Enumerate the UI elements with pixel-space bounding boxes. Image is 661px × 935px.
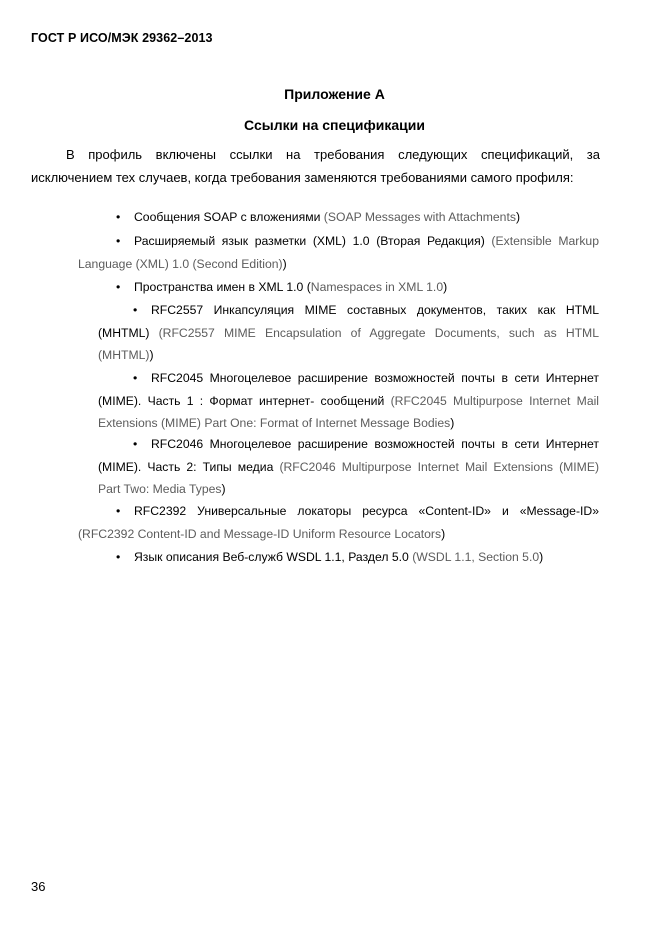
list-item [78, 230, 599, 275]
item-line [98, 367, 599, 390]
bullet-icon: • [133, 437, 138, 451]
list-item [98, 299, 599, 367]
list-item [116, 546, 543, 569]
list-item [98, 367, 599, 435]
intro-line-1: В профиль включены ссылки на требования следующих спецификаций, за [66, 147, 600, 162]
section-title: Ссылки на спецификации [244, 117, 425, 133]
item-close-paren: ) [539, 550, 544, 564]
item-close-paren: ) [450, 416, 455, 430]
page-number: 36 [31, 879, 46, 894]
item-ru-text: (MIME). Часть 1 : Формат интернет- сообщений [98, 393, 385, 408]
bullet-icon: • [133, 371, 138, 385]
item-line [98, 344, 599, 367]
item-close-paren: ) [443, 280, 448, 294]
item-line [98, 299, 599, 322]
item-line [98, 433, 599, 456]
item-ru-text: Сообщения SOAP с вложениями [134, 210, 324, 224]
item-ru-text: RFC2392 Универсальные локаторы ресурса «Content-ID» и «Message-ID» [134, 504, 599, 518]
bullet-icon: • [116, 504, 121, 518]
item-en-text: (RFC2392 Content-ID and Message-ID Uniform Resource Locators [78, 526, 442, 541]
item-close-paren: ) [221, 482, 226, 496]
item-line [98, 412, 599, 435]
item-en-text: (RFC2046 Multipurpose Internet Mail Extensions (MIME) [279, 459, 600, 474]
item-ru-text: Расширяемый язык разметки (XML) 1.0 (Вторая Редакция) [134, 234, 485, 248]
item-line [98, 322, 599, 345]
intro-line-2: исключением тех случаев, когда требования заменяются требованиями самого профиля: [31, 170, 574, 185]
item-en-text: (MHTML) [98, 348, 150, 362]
item-en-text: (SOAP Messages with Attachments [323, 210, 516, 224]
item-en-text: Part Two: Media Types [98, 482, 222, 496]
item-en-text: (RFC2045 Multipurpose Internet Mail [390, 393, 600, 408]
item-en-text: Namespaces in XML 1.0 [310, 280, 444, 294]
item-line [98, 478, 599, 501]
item-close-paren: ) [441, 526, 446, 541]
item-ru-text: (MHTML) [98, 325, 150, 340]
bullet-icon: • [116, 234, 121, 248]
item-close-paren: ) [282, 256, 287, 271]
item-line [78, 500, 599, 523]
item-ru-text: RFC2046 Многоцелевое расширение возможностей почты в сети Интернет [151, 437, 599, 451]
list-item [78, 500, 599, 545]
list-item [98, 433, 599, 501]
item-ru-text: RFC2045 Многоцелевое расширение возможностей почты в сети Интернет [151, 371, 599, 385]
item-line [78, 523, 599, 546]
item-line [98, 390, 599, 413]
item-en-text: Language (XML) 1.0 (Second Edition) [78, 256, 283, 271]
item-close-paren: ) [149, 348, 154, 362]
item-ru-text: (MIME). Часть 2: Типы медиа [98, 459, 274, 474]
item-ru-text: Пространства имен в XML 1.0 ( [134, 280, 311, 294]
item-ru-text: Язык описания Веб-служб WSDL 1.1, Раздел 5.0 [134, 550, 413, 564]
item-en-text: (WSDL 1.1, Section 5.0 [412, 550, 540, 564]
bullet-icon: • [133, 303, 138, 317]
item-ru-text: RFC2557 Инкапсуляция MIME составных документов, таких как HTML [151, 303, 599, 317]
document-id-header: ГОСТ Р ИСО/МЭК 29362–2013 [31, 31, 213, 45]
list-item [116, 276, 447, 299]
item-en-text: (Extensible Markup [491, 234, 599, 248]
intro-paragraph [31, 143, 600, 189]
item-close-paren: ) [515, 210, 520, 224]
bullet-icon: • [116, 210, 121, 224]
appendix-title: Приложение А [284, 86, 385, 102]
bullet-icon: • [116, 280, 121, 294]
item-line [78, 253, 599, 276]
bullet-icon: • [116, 550, 121, 564]
item-line [78, 230, 599, 253]
item-en-text: Extensions (MIME) Part One: Format of Internet Message Bodies [98, 416, 451, 430]
item-en-text: (RFC2557 MIME Encapsulation of Aggregate Documents, such as HTML [158, 325, 599, 340]
list-item [116, 206, 520, 229]
item-line [98, 456, 599, 479]
